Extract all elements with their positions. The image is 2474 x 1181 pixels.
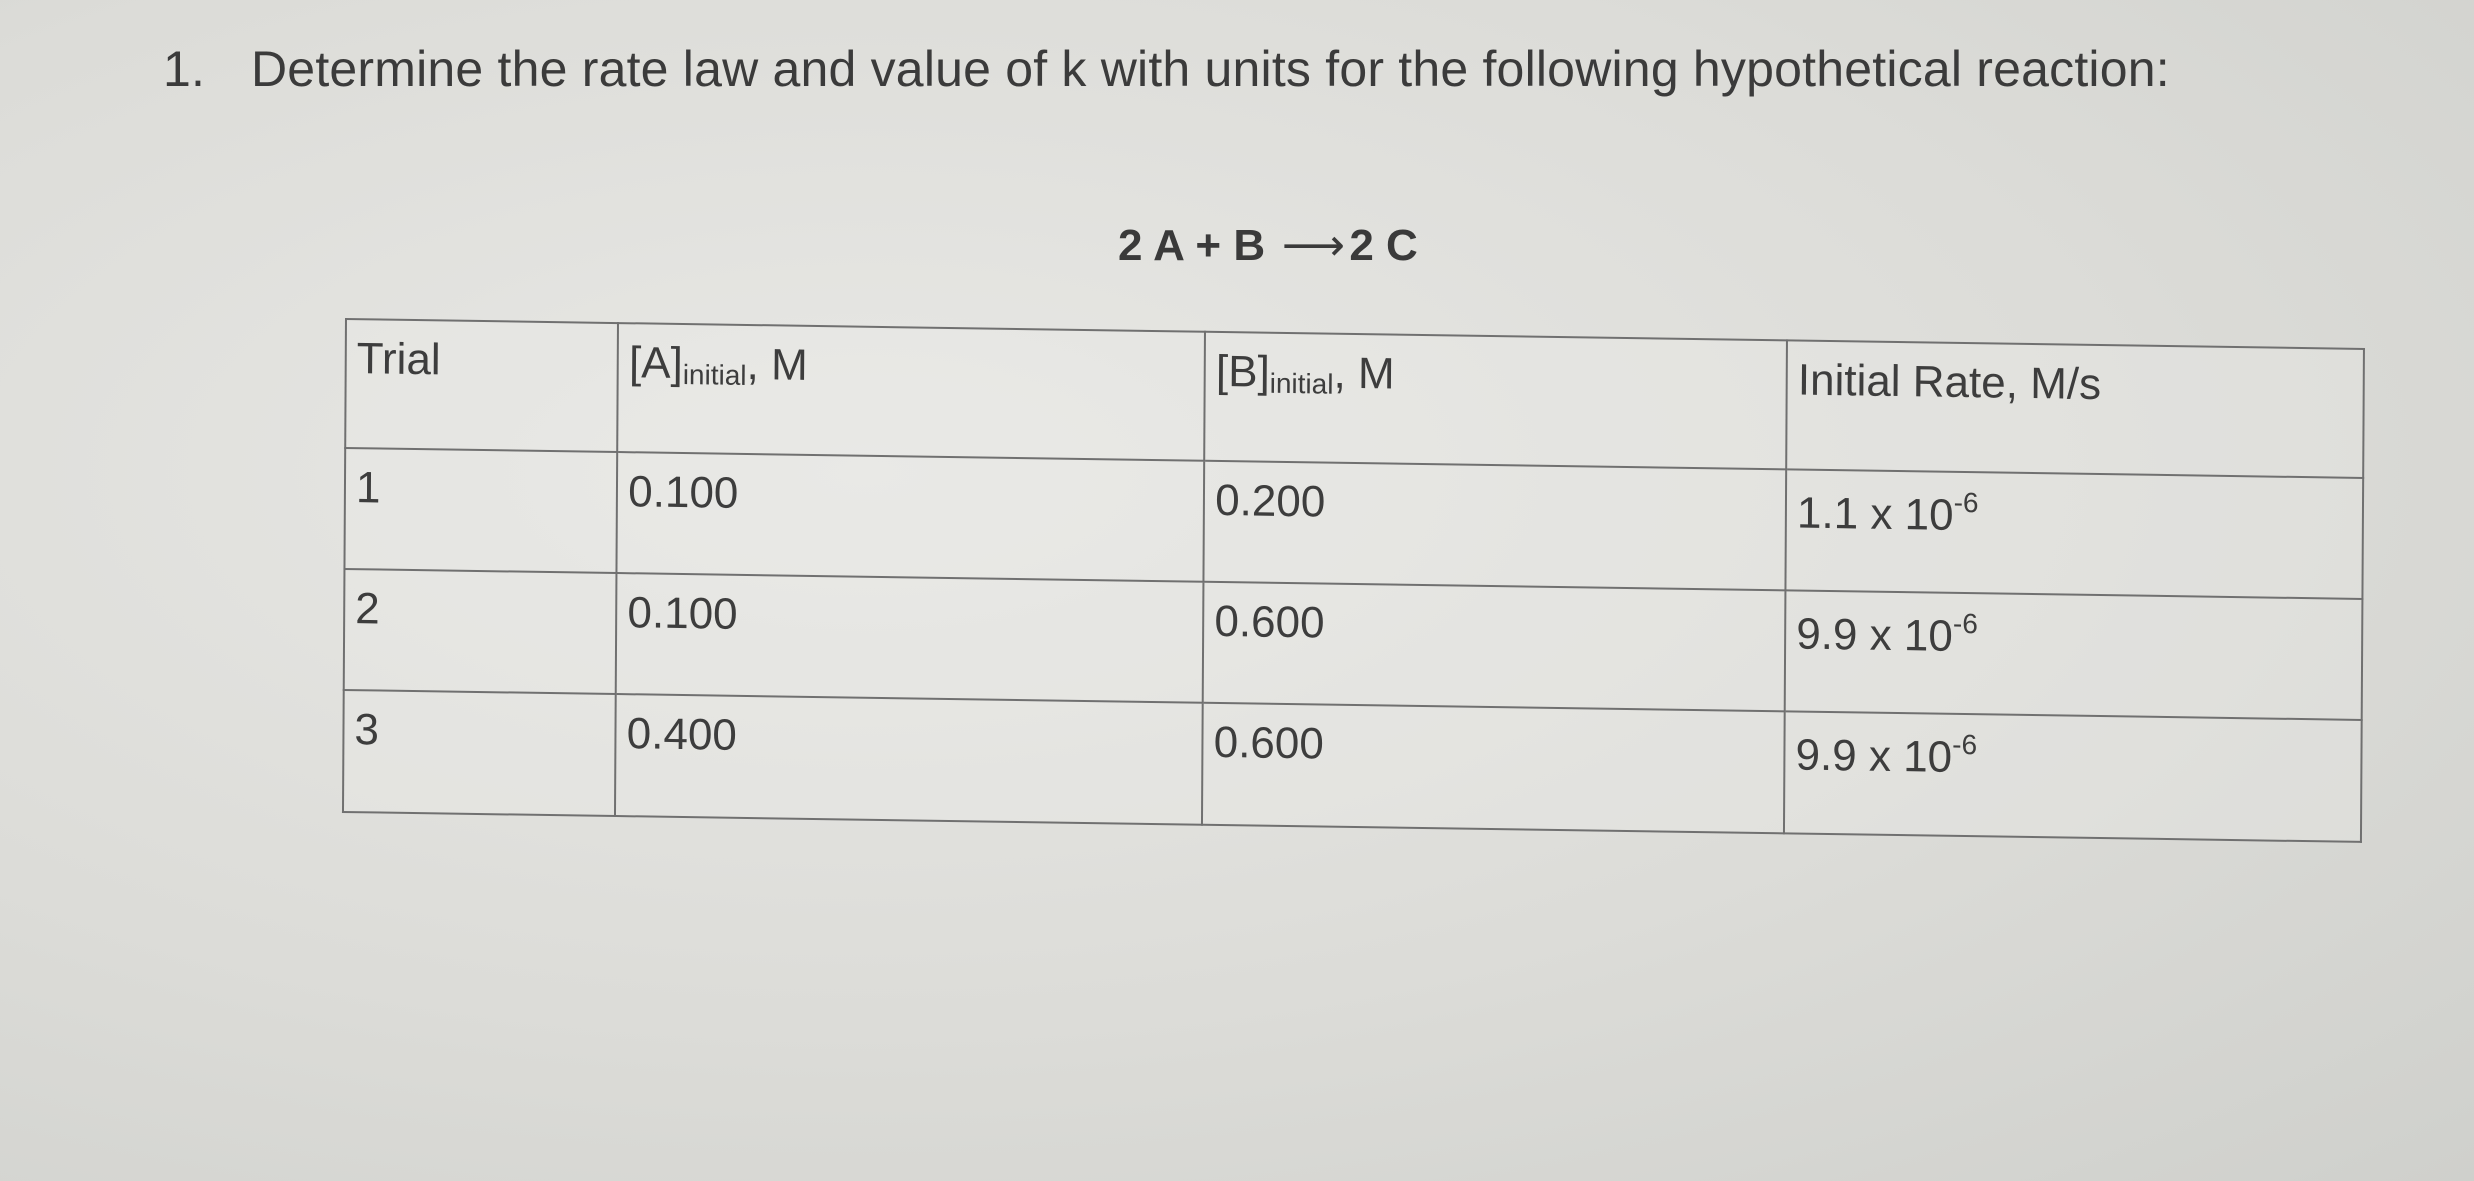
rate-data-table	[342, 318, 2365, 843]
header-b-unit: , M	[1333, 348, 1395, 399]
header-initial-rate: Initial Rate, M/s	[1786, 340, 2364, 477]
rate-base: 9.9 x 10	[1796, 609, 1953, 661]
cell-initial-rate	[1784, 712, 2362, 842]
cell-trial: 2	[344, 569, 617, 695]
reaction-arrow-icon: ⟶	[1281, 221, 1345, 270]
reaction-equation	[1118, 220, 1418, 271]
cell-trial: 1	[344, 448, 617, 574]
equation-products: 2 C	[1349, 221, 1418, 270]
rate-exponent: -6	[1952, 607, 1978, 640]
cell-b-concentration: 0.200	[1204, 460, 1787, 590]
cell-a-concentration: 0.100	[617, 452, 1205, 582]
header-a-subscript: initial	[682, 359, 747, 391]
cell-b-concentration: 0.600	[1203, 582, 1786, 712]
question-number: 1.	[163, 41, 206, 97]
header-b-subscript: initial	[1269, 367, 1334, 400]
header-b-initial	[1204, 332, 1787, 469]
cell-a-concentration: 0.100	[616, 573, 1204, 703]
cell-trial: 3	[343, 690, 616, 816]
rate-base: 9.9 x 10	[1795, 731, 1953, 783]
header-a-initial	[617, 323, 1205, 460]
question-text	[163, 40, 2170, 98]
header-a-label: [A]	[628, 338, 683, 389]
rate-exponent: -6	[1952, 729, 1978, 761]
cell-a-concentration: 0.400	[615, 695, 1203, 825]
question-prompt: Determine the rate law and value of k with units for the following hypothetical reaction:	[251, 41, 2170, 97]
cell-b-concentration: 0.600	[1202, 703, 1785, 833]
equation-reactants: 2 A + B	[1118, 221, 1266, 270]
cell-initial-rate	[1785, 590, 2363, 720]
rate-base: 1.1 x 10	[1796, 488, 1954, 540]
rate-exponent: -6	[1953, 486, 1979, 518]
header-b-label: [B]	[1215, 346, 1270, 397]
header-trial: Trial	[345, 319, 618, 452]
header-a-unit: , M	[746, 339, 808, 390]
cell-initial-rate	[1786, 469, 2364, 599]
